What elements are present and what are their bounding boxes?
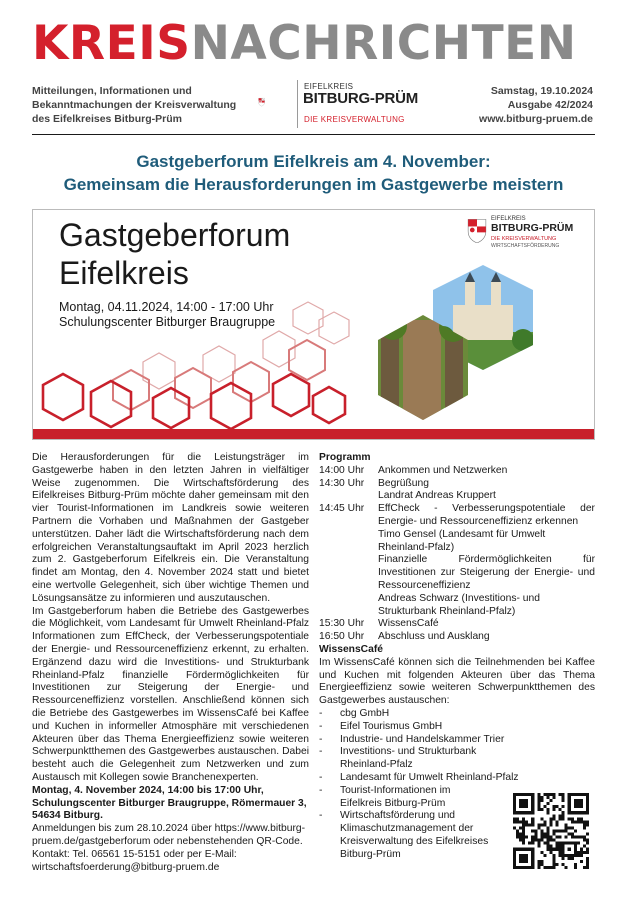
list-dash: -	[319, 733, 323, 745]
list-dash: -	[319, 784, 323, 796]
publisher-line: Mitteilungen, Informationen und	[32, 85, 192, 97]
banner-logo-small: EIFELKREIS	[491, 216, 526, 222]
event-banner	[32, 209, 595, 440]
hexagon-pattern	[33, 300, 363, 430]
list-dash: -	[319, 707, 323, 719]
photo-collage-icon	[373, 260, 593, 430]
list-item-text: Investitions- und Strukturbank Rheinland-Pfalz	[340, 746, 477, 771]
list-item-text: Industrie- und Handelskammer Trier	[340, 733, 505, 745]
program-text: Begrüßung	[378, 477, 429, 489]
program-time: 14:45 Uhr	[319, 503, 365, 515]
program-text: Ankommen und Netzwerken	[378, 464, 508, 476]
qr-code-icon[interactable]	[513, 793, 589, 869]
program-time: 15:30 Uhr	[319, 618, 365, 630]
program-item	[319, 631, 595, 644]
program-text: WissensCafé	[378, 618, 439, 630]
program-text: Abschluss und Ausklang	[378, 631, 490, 643]
logo-big-text: BITBURG-PRÜM	[303, 90, 419, 107]
program-time: 14:30 Uhr	[319, 477, 365, 489]
article-body	[32, 452, 309, 874]
banner-coat-of-arms-icon	[466, 217, 488, 243]
banner-location: Schulungscenter Bitburger Braugruppe	[59, 315, 276, 329]
banner-title-line: Eifelkreis	[59, 255, 189, 291]
registration-info: Anmeldungen bis zum 28.10.2024 über https://www.bitburg-pruem.de/gastgeberforum oder nebenstehenden QR-Code. Kontakt: Tel. 06561 15-5151 oder per E-Mail: wirtschaftsfoerderung@bitburg-pruem.de	[32, 823, 306, 873]
list-dash: -	[319, 746, 323, 758]
masthead-red: KREIS	[32, 16, 191, 71]
list-dash: -	[319, 771, 323, 783]
list-dash: -	[319, 720, 323, 732]
header-rule	[32, 134, 595, 135]
issue-number: Ausgabe 42/2024	[507, 99, 593, 111]
wissenscafe-intro: Im WissensCafé können sich die Teilnehmenden bei Kaffee und Kuchen mit folgenden Akteuren über das Thema Energieeffizienz sowie weiteren Schwerpunktthemen des Gastgewerbes austauschen:	[319, 656, 595, 707]
program-time: 16:50 Uhr	[319, 631, 365, 643]
program-item	[319, 478, 595, 504]
banner-title-line: Gastgeberforum	[59, 217, 291, 253]
website-link[interactable]: www.bitburg-pruem.de	[479, 113, 593, 125]
publisher-line: des Eifelkreises Bitburg-Prüm	[32, 113, 182, 125]
program-item	[319, 465, 595, 478]
event-details: Montag, 4. November 2024, 14:00 bis 17:00 Uhr, Schulungscenter Bitburger Braugruppe, Römermauer 3, 54634 Bitburg.	[32, 784, 307, 822]
list-item-text: Wirtschaftsförderung und Klimaschutzmanagement der Kreisverwaltung des Eifelkreises Bitburg-Prüm	[340, 810, 489, 860]
publisher-info	[32, 84, 252, 126]
banner-logo-sub: WIRTSCHAFTSFÖRDERUNG	[491, 243, 560, 249]
masthead-gray: NACHRICHTEN	[190, 16, 577, 71]
banner-title	[59, 216, 290, 292]
program-item	[319, 618, 595, 631]
coat-of-arms-icon	[258, 80, 294, 124]
program-speaker: Timo Gensel (Landesamt für Umwelt Rheinland-Pfalz)	[378, 528, 546, 553]
list-item-text: cbg GmbH	[340, 707, 390, 719]
logo-divider	[297, 80, 298, 128]
program-speaker: Andreas Schwarz (Investitions- und Strukturbank Rheinland-Pfalz)	[378, 592, 540, 617]
logo-small-text: EIFELKREIS	[304, 82, 354, 91]
publisher-line: Bekanntmachungen der Kreisverwaltung	[32, 99, 237, 111]
program-speaker: Landrat Andreas Kruppert	[378, 490, 496, 502]
list-item	[319, 746, 595, 772]
issue-info	[413, 84, 593, 126]
program-time: 14:00 Uhr	[319, 464, 365, 476]
list-item	[319, 734, 595, 747]
program-text: Finanzielle Fördermöglichkeiten für Investitionen zur Steigerung der Energie- und Ressourceneffizienz	[378, 554, 595, 591]
article-paragraph: Die Herausforderungen für die Leistungsträger im Gastgewerbe haben in den letzten Jahren in vielfältiger Weise zugenommen. Die Wirtschaftsförderung des Eifelkreises Bitburg-Prüm möchte daher gemeinsam mit den vier Tourist-Informationen im Landkreis sowie weiteren Partnern die Vorhaben und Maßnahmen der Gastgeber unterstützen. Daher lädt die Wirtschaftsförderung nach dem erfolgreichen Veranstaltungsauftakt im April 2023 herzlich zum 2. Gastgeberforum Eifelkreis ein. Die Veranstaltung findet am Montag, den 4. November 2024 statt und bietet eine wertvolle Gelegenheit, sich über wichtige Themen und Lösungsansätze zu informieren und auszutauschen.	[32, 452, 309, 604]
banner-logo-red: DIE KREISVERWALTUNG	[491, 236, 557, 242]
wissenscafe-heading: WissensCafé	[319, 643, 384, 655]
list-item	[319, 721, 595, 734]
list-item-text: Landesamt für Umwelt Rheinland-Pfalz	[340, 771, 519, 783]
program-text: EffCheck - Verbesserungspotentiale der Energie- und Ressourceneffizienz erkennen	[378, 503, 595, 527]
article-paragraph: Im Gastgeberforum haben die Betriebe des Gastgewerbes die Möglichkeit, vom Landesamt für Umwelt Rheinland-Pfalz Informationen zum EffCheck, der Verbesserungspotentiale der Energie- und Ressourceneffizienz erkennt, zu erhalten. Ergänzend dazu wird die Investitions- und Strukturbank Rheinland-Pfalz finanzielle Fördermöglichkeiten für Investitionen zur Steigerung der Energie- und Ressourceneffizienz vorstellen. Anschließend können sich die Betriebe des Gastgewerbes im WissensCafé bei Kaffee und Kuchen in informeller Atmosphäre mit verschiedenen Akteuren über das Thema Energieeffizienz sowie weiteren Schwerpunktthemen des Gastgewerbes austauschen. Dabei besteht auch die Gelegenheit zum Netzwerken und zum Austausch mit Kollegen sowie Branchenexperten.	[32, 605, 309, 783]
list-dash: -	[319, 810, 323, 822]
headline-line: Gastgeberforum Eifelkreis am 4. November:	[136, 152, 491, 171]
program-item	[319, 503, 595, 618]
banner-accent-bar	[33, 429, 594, 439]
banner-date: Montag, 04.11.2024, 14:00 - 17:00 Uhr	[59, 300, 274, 314]
masthead-title	[32, 14, 597, 74]
list-item-text: Tourist-Informationen im Eifelkreis Bitburg-Prüm	[340, 784, 451, 809]
list-item	[319, 708, 595, 721]
logo-red-text: DIE KREISVERWALTUNG	[304, 115, 405, 124]
headline-line: Gemeinsam die Herausforderungen im Gastgewerbe meistern	[63, 175, 564, 194]
banner-logo-big: BITBURG-PRÜM	[491, 222, 574, 234]
issue-date: Samstag, 19.10.2024	[490, 85, 593, 97]
program-heading: Programm	[319, 452, 371, 463]
list-item-text: Eifel Tourismus GmbH	[340, 720, 443, 732]
article-headline	[32, 150, 595, 196]
list-item	[319, 772, 595, 785]
